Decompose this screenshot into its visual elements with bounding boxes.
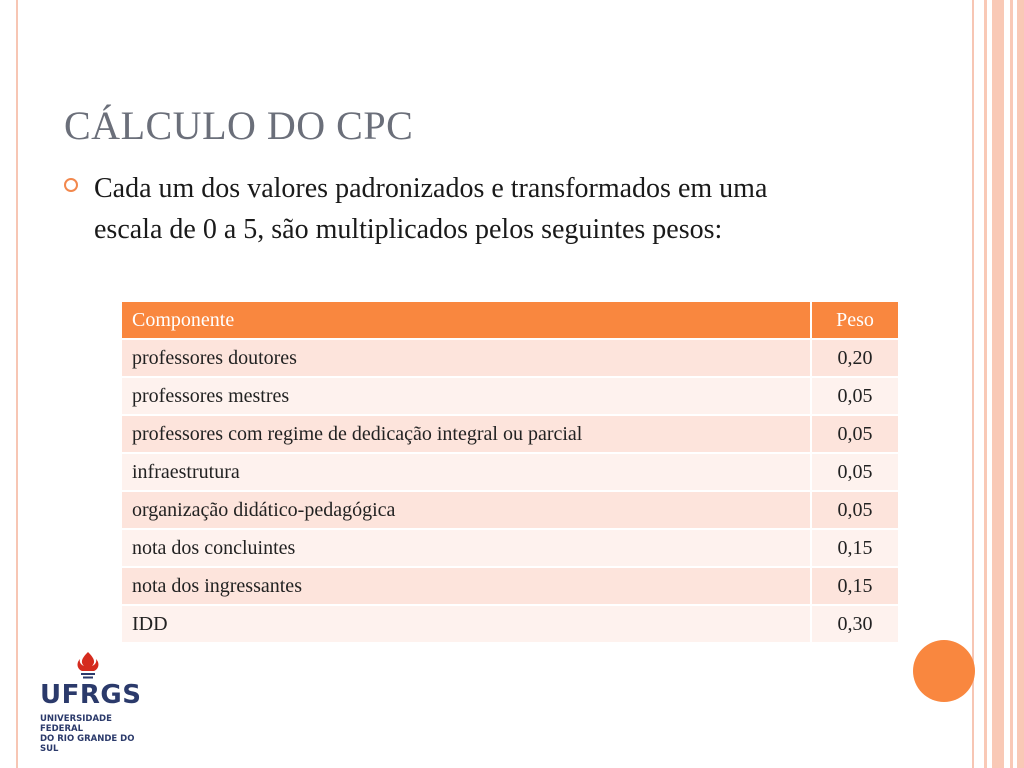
header-peso: Peso: [811, 301, 899, 339]
logo-subtitle: [40, 714, 150, 754]
bullet-text: Cada um dos valores padronizados e transformados em uma escala de 0 a 5, são multiplicados pelos seguintes pesos:: [94, 173, 768, 245]
logo-subtitle-line: UNIVERSIDADE FEDERAL: [40, 714, 112, 734]
cell-componente: nota dos ingressantes: [121, 567, 811, 605]
cell-componente: infraestrutura: [121, 453, 811, 491]
cell-peso: 0,15: [811, 567, 899, 605]
bullet-icon: [64, 178, 78, 192]
table-row: [121, 567, 899, 605]
table-row: [121, 491, 899, 529]
cell-peso: 0,05: [811, 377, 899, 415]
table-row: [121, 529, 899, 567]
table-row: [121, 453, 899, 491]
cell-componente: professores doutores: [121, 339, 811, 377]
table-row: [121, 339, 899, 377]
decorative-circle: [913, 640, 975, 702]
decorative-stripe: [1010, 0, 1013, 768]
cell-componente: IDD: [121, 605, 811, 643]
cell-peso: 0,05: [811, 415, 899, 453]
decorative-stripe: [1017, 0, 1024, 768]
cell-peso: 0,20: [811, 339, 899, 377]
cell-peso: 0,05: [811, 491, 899, 529]
decorative-stripe: [992, 0, 1004, 768]
cell-componente: professores com regime de dedicação integral ou parcial: [121, 415, 811, 453]
cell-componente: professores mestres: [121, 377, 811, 415]
weights-table: [120, 300, 900, 644]
header-componente: Componente: [121, 301, 811, 339]
table-header-row: [121, 301, 899, 339]
flame-icon: [68, 650, 108, 680]
logo-wordmark: UFRGS: [40, 680, 142, 710]
decorative-stripe: [984, 0, 987, 768]
table-row: [121, 605, 899, 643]
cell-componente: organização didático-pedagógica: [121, 491, 811, 529]
cell-peso: 0,05: [811, 453, 899, 491]
slide-title: CÁLCULO DO CPC: [64, 103, 414, 148]
cell-peso: 0,15: [811, 529, 899, 567]
cell-componente: nota dos concluintes: [121, 529, 811, 567]
cell-peso: 0,30: [811, 605, 899, 643]
table-row: [121, 377, 899, 415]
table-row: [121, 415, 899, 453]
logo-subtitle-line: DO RIO GRANDE DO SUL: [40, 734, 135, 754]
